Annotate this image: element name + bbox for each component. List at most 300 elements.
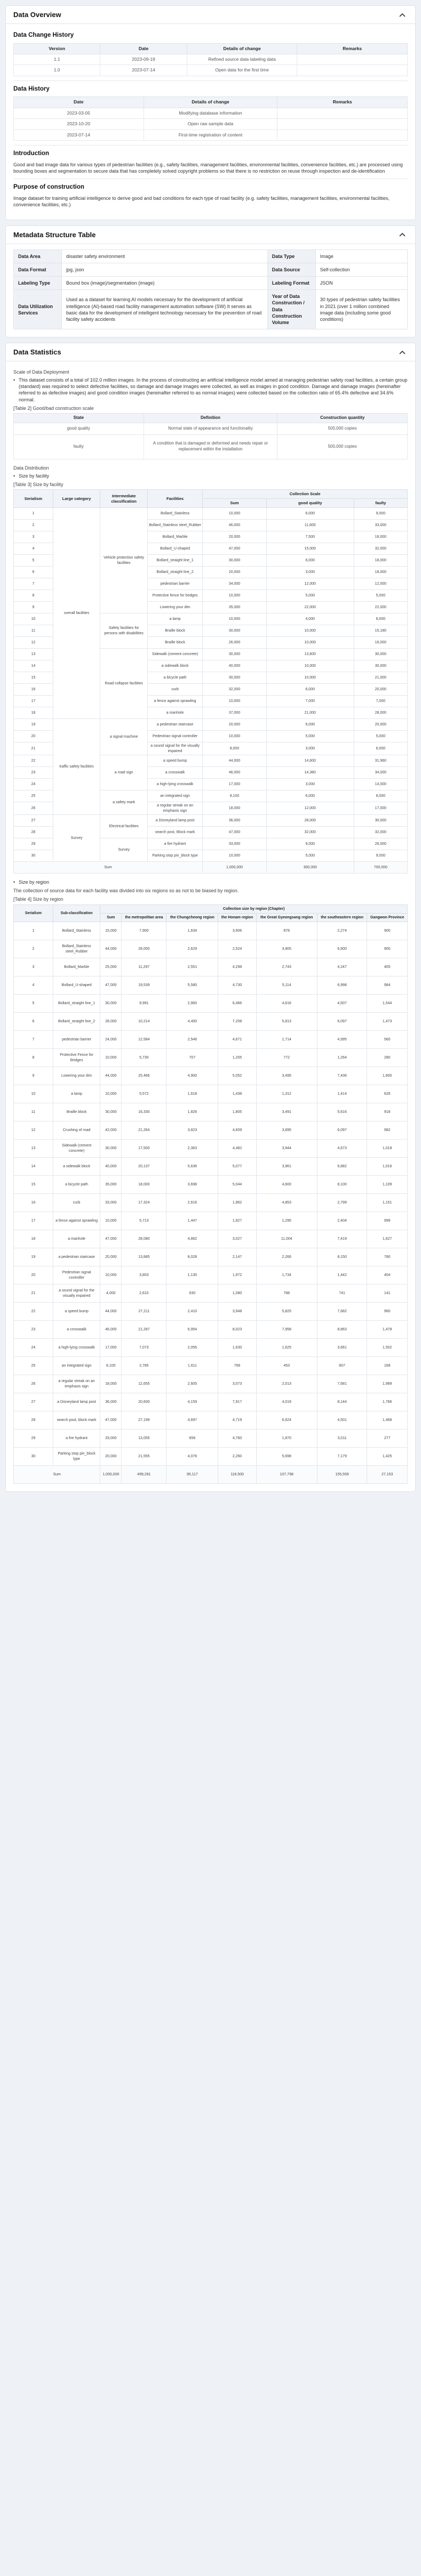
- table-row: [14, 1212, 408, 1230]
- cell: 1,826: [166, 1103, 218, 1121]
- col-header: Intermediate classification: [100, 490, 148, 508]
- col-header: Date: [14, 97, 144, 108]
- total-row: [14, 862, 408, 874]
- cell: 7,681: [317, 1375, 367, 1393]
- cell: 28,000: [266, 815, 354, 827]
- table-row: [14, 119, 408, 130]
- cell: 8,028: [166, 1248, 218, 1266]
- facility-cell: Bollard_Marble: [147, 531, 202, 543]
- facility-cell: Bollard_straight line_1: [147, 555, 202, 567]
- cell: 6,954: [166, 1321, 218, 1339]
- cell: 7,073: [122, 1339, 166, 1357]
- cell: 1,109: [367, 1176, 408, 1194]
- cell: 16: [14, 1194, 53, 1212]
- chevron-up-icon[interactable]: [397, 229, 408, 240]
- data-history-title: Data History: [13, 85, 50, 92]
- cell: 6,000: [266, 790, 354, 802]
- cell: 47,000: [203, 543, 267, 555]
- cell: 47,000: [203, 827, 267, 838]
- cell: 12,000: [354, 578, 407, 590]
- cell: 4,995: [317, 1031, 367, 1049]
- cell: 7,000: [354, 696, 407, 707]
- cell: 630: [166, 1285, 218, 1303]
- facility-cell: a crosswalk: [147, 767, 202, 779]
- table-row: [14, 958, 408, 976]
- cell: 2,605: [166, 1375, 218, 1393]
- data-overview-title: Data Overview: [13, 10, 61, 19]
- table-row: [14, 940, 408, 958]
- cell: 1,800: [367, 1067, 408, 1085]
- cell: 18: [14, 1230, 53, 1248]
- cell: 9,991: [122, 995, 166, 1013]
- cell: 20,000: [354, 719, 407, 731]
- cell: 30,000: [100, 1140, 122, 1158]
- metadata-header[interactable]: [6, 226, 415, 244]
- cell: 12,584: [122, 1031, 166, 1049]
- cell: 95,117: [166, 1466, 218, 1484]
- cell: 29: [14, 1430, 53, 1448]
- cell: 13,600: [266, 649, 354, 660]
- cell: 8,150: [317, 1248, 367, 1266]
- cell: 6,900: [317, 940, 367, 958]
- cell: 20,600: [122, 1393, 166, 1411]
- col-header: Remarks: [297, 43, 408, 54]
- cell: 14,000: [354, 779, 407, 790]
- facility-cell: a pedestrian staircase: [53, 1248, 100, 1266]
- cell: 9: [14, 1067, 53, 1085]
- cell: 5,713: [122, 1212, 166, 1230]
- table2-title: [Table 2] Good/bad construction scale: [13, 405, 94, 411]
- table-row: [14, 1357, 408, 1375]
- cell: 8: [14, 1049, 53, 1067]
- cell: 5,572: [122, 1085, 166, 1103]
- metadata-value: Used as a dataset for learning AI models necessary for the development of artificial intelligence (AI)-based road facility management automation software (SW) It serves as basic data for the development of intelligent technology necessary for the prevention of road facility safety accidents: [62, 290, 268, 329]
- cell: 2,960: [166, 995, 218, 1013]
- table-row: [14, 1430, 408, 1448]
- cell: 4,671: [218, 1031, 256, 1049]
- cell: 17,000: [100, 1339, 122, 1357]
- cell: 1,630: [218, 1339, 256, 1357]
- cell: 2,404: [317, 1212, 367, 1230]
- cell: 9: [14, 602, 53, 613]
- total-label: Sum: [14, 1466, 100, 1484]
- cell: 4,247: [317, 958, 367, 976]
- table-row: [14, 1031, 408, 1049]
- table-row: [14, 1339, 408, 1357]
- table-row: [14, 1121, 408, 1140]
- cell: 2: [14, 940, 53, 958]
- facility-cell: a pedestrian staircase: [147, 719, 202, 731]
- cell: 8,100: [317, 1176, 367, 1194]
- total-label: Sum: [14, 862, 203, 874]
- col-header: Serialism: [14, 490, 53, 508]
- facility-cell: a crosswalk: [53, 1321, 100, 1339]
- cell: 28: [14, 827, 53, 838]
- cell: 30,000: [354, 815, 407, 827]
- cell: Open raw sample data: [144, 119, 277, 130]
- col-header: the metropolitan area: [122, 913, 166, 922]
- cell: 2023-03-05: [14, 108, 144, 118]
- cell: 918: [367, 1103, 408, 1121]
- col-header: the Great Gyeongsang region: [256, 913, 317, 922]
- cell: 13: [14, 649, 53, 660]
- metadata-label: Data Type: [267, 249, 315, 263]
- cell: 7,682: [317, 1303, 367, 1321]
- col-header: Sub-classification: [53, 905, 100, 922]
- cell: 4,507: [317, 995, 367, 1013]
- cell: 5,000: [266, 590, 354, 602]
- intermediate-cell: Electrical facilities: [100, 815, 148, 838]
- cell: 3,661: [317, 1339, 367, 1357]
- facility-cell: Bollard_straight line_2: [147, 567, 202, 578]
- intermediate-cell: Safety facilities for persons with disabilities: [100, 613, 148, 649]
- cell: 11,600: [266, 520, 354, 531]
- cell: 168: [367, 1357, 408, 1375]
- cell: 22: [14, 1303, 53, 1321]
- purpose-title: Purpose of construction: [13, 184, 84, 191]
- cell: 5,825: [256, 1303, 317, 1321]
- metadata-label: Labeling Format: [267, 277, 315, 290]
- cell: 10: [14, 1085, 53, 1103]
- facility-cell: Pedestrian signal controller: [53, 1266, 100, 1285]
- cell: 30,000: [354, 649, 407, 660]
- col-header: Version: [14, 43, 100, 54]
- table-row: [14, 1140, 408, 1158]
- cell: 10,000: [203, 590, 267, 602]
- cell: 15,000: [100, 922, 122, 940]
- cell: [297, 54, 408, 64]
- cell: 3,011: [317, 1430, 367, 1448]
- cell: 3,491: [256, 1103, 317, 1121]
- intermediate-cell: a road sign: [100, 755, 148, 790]
- cell: 300,000: [266, 862, 354, 874]
- metadata-title: Metadata Structure Table: [13, 230, 96, 239]
- col-header: Date: [100, 43, 187, 54]
- cell: 499,281: [122, 1466, 166, 1484]
- cell: 25: [14, 1357, 53, 1375]
- facility-cell: pedestrian barrier: [147, 578, 202, 590]
- cell: 10: [14, 613, 53, 625]
- cell: 20: [14, 1266, 53, 1285]
- cell: 3,000: [266, 567, 354, 578]
- cell: 8: [14, 590, 53, 602]
- cell: 21,555: [122, 1448, 166, 1466]
- cell: 1,080: [218, 1285, 256, 1303]
- cell: 7,900: [122, 922, 166, 940]
- cell: 24: [14, 779, 53, 790]
- cell: 4,000: [100, 1285, 122, 1303]
- cell: 13,055: [122, 1430, 166, 1448]
- table-row: [14, 1248, 408, 1266]
- cell: 1,473: [367, 1013, 408, 1031]
- cell: 17,500: [122, 1140, 166, 1158]
- cell: 16,000: [354, 637, 407, 649]
- cell: 7: [14, 1031, 53, 1049]
- metadata-label: Data Source: [267, 263, 315, 277]
- cell: 26: [14, 802, 53, 815]
- cell: 10,000: [266, 660, 354, 672]
- intermediate-cell: a safety mark: [100, 790, 148, 815]
- large-category-cell: overall facilities: [53, 508, 100, 719]
- cell: 28,000: [100, 1013, 122, 1031]
- col-header: good quality: [266, 499, 354, 508]
- cell: 5,580: [166, 976, 218, 995]
- table-row: [14, 1321, 408, 1339]
- data-overview-card: [5, 5, 416, 220]
- cell: 14: [14, 660, 53, 672]
- cell: 18: [14, 707, 53, 719]
- cell: 1,544: [367, 995, 408, 1013]
- metadata-table: [13, 249, 408, 329]
- cell: 19,539: [122, 976, 166, 995]
- facility-cell: a sound signal for the visually impaired: [147, 742, 202, 755]
- facility-cell: a manhole: [53, 1230, 100, 1248]
- cell: 33,000: [100, 1194, 122, 1212]
- cell: 9,000: [354, 850, 407, 862]
- cell: 4,730: [218, 976, 256, 995]
- cell: 7: [14, 578, 53, 590]
- cell: 2,629: [166, 940, 218, 958]
- cell: faulty: [14, 434, 144, 459]
- facility-cell: a lamp: [53, 1085, 100, 1103]
- metadata-row: [14, 249, 408, 263]
- cell: 33,000: [100, 1430, 122, 1448]
- col-header: the southeastern region: [317, 913, 367, 922]
- cell: 7,179: [317, 1448, 367, 1466]
- cell: 5: [14, 995, 53, 1013]
- facility-cell: Bollard_Stainless: [147, 508, 202, 520]
- cell: [297, 65, 408, 76]
- cell: 47,000: [100, 976, 122, 995]
- cell: 1,502: [367, 1339, 408, 1357]
- cell: 14,600: [266, 755, 354, 767]
- cell: Normal state of appearance and functionality: [144, 423, 277, 434]
- cell: 1,016: [367, 1158, 408, 1176]
- cell: 3,027: [218, 1230, 256, 1248]
- facility-cell: a sound signal for the visually impaired: [53, 1285, 100, 1303]
- cell: 27,211: [122, 1303, 166, 1321]
- cell: 1,634: [166, 922, 218, 940]
- cell: 960: [367, 1303, 408, 1321]
- cell: 16,330: [122, 1103, 166, 1121]
- cell: 280: [367, 1049, 408, 1067]
- large-category-cell: traffic safety facilities: [53, 719, 100, 815]
- cell: 10,000: [203, 731, 267, 742]
- cell: 2,260: [218, 1448, 256, 1466]
- facility-cell: a manhole: [147, 707, 202, 719]
- table-row: [14, 1067, 408, 1085]
- cell: 20,000: [203, 567, 267, 578]
- facility-cell: a fence against sprawling: [147, 696, 202, 707]
- cell: 1,442: [317, 1266, 367, 1285]
- cell: 30,000: [354, 660, 407, 672]
- cell: 19: [14, 1248, 53, 1266]
- facility-cell: curb: [53, 1194, 100, 1212]
- cell: 18,000: [354, 531, 407, 543]
- cell: 11: [14, 1103, 53, 1121]
- cell: 780: [367, 1248, 408, 1266]
- cell: 1,625: [256, 1339, 317, 1357]
- cell: 5,000: [266, 731, 354, 742]
- cell: 15: [14, 672, 53, 684]
- cell: 8,100: [100, 1357, 122, 1375]
- facility-cell: a fence against sprawling: [53, 1212, 100, 1230]
- cell: 8,863: [317, 1321, 367, 1339]
- cell: 5,077: [218, 1158, 256, 1176]
- data-overview-header[interactable]: [6, 6, 415, 24]
- col-header: Collection size by region (Chapter): [100, 905, 408, 913]
- cell: 15,180: [354, 625, 407, 637]
- distribution-heading: Data Distribution: [13, 465, 49, 471]
- cell: 13,885: [122, 1248, 166, 1266]
- cell: 1,618: [166, 1085, 218, 1103]
- region-size-table: [13, 905, 408, 1484]
- cell: 4,760: [218, 1430, 256, 1448]
- table-row: [14, 1013, 408, 1031]
- facility-cell: Lowering your dim: [53, 1067, 100, 1085]
- table-row: [14, 976, 408, 995]
- metadata-value: JSON: [315, 277, 407, 290]
- cell: 900: [367, 922, 408, 940]
- cell: 4,609: [218, 1121, 256, 1140]
- cell: 40,000: [203, 660, 267, 672]
- col-header: Details of change: [144, 97, 277, 108]
- cell: 4,673: [317, 1140, 367, 1158]
- cell: 2,799: [317, 1194, 367, 1212]
- cell: 46,000: [203, 767, 267, 779]
- cell: 44,000: [100, 1067, 122, 1085]
- cell: 11: [14, 625, 53, 637]
- cell: 4,076: [166, 1448, 218, 1466]
- table-row: [14, 1103, 408, 1121]
- cell: 1,805: [218, 1103, 256, 1121]
- metadata-value: jpg, json: [62, 263, 268, 277]
- cell: 7,000: [266, 696, 354, 707]
- cell: 560: [367, 1031, 408, 1049]
- cell: 30,000: [100, 995, 122, 1013]
- cell: 27,199: [122, 1411, 166, 1430]
- facility-cell: a high-lying crosswalk: [147, 779, 202, 790]
- cell: 1,962: [218, 1194, 256, 1212]
- cell: 277: [367, 1430, 408, 1448]
- cell: 8,000: [203, 742, 267, 755]
- cell: 28,080: [122, 1230, 166, 1248]
- cell: 27: [14, 1393, 53, 1411]
- cell: 2,551: [166, 958, 218, 976]
- cell: 3,823: [166, 1121, 218, 1140]
- bullet-icon: •: [13, 473, 15, 479]
- cell: 20,000: [100, 1448, 122, 1466]
- cell: 3,895: [256, 1121, 317, 1140]
- introduction-text: Good and bad image data for various types of pedestrian facilities (e.g., safety facilities, management facilities, environmental facilities, convenience facilities, etc.) are processed using bounding boxes and segmentation to secure data that has completely solved copyright problems so that there is no restriction on reuse through inspection and de-identification: [13, 161, 403, 174]
- cell: 1,205: [218, 1049, 256, 1067]
- cell: Modifying database information: [144, 108, 277, 118]
- cell: 4,862: [166, 1230, 218, 1248]
- cell: 31,960: [354, 755, 407, 767]
- cell: 5,000: [354, 590, 407, 602]
- table-row: [14, 1230, 408, 1248]
- facility-cell: a speed bump: [53, 1303, 100, 1321]
- cell: 118,500: [218, 1466, 256, 1484]
- cell: 772: [256, 1049, 317, 1067]
- facility-cell: Sidewalk (cement concrete): [53, 1140, 100, 1158]
- cell: 141: [367, 1285, 408, 1303]
- cell: 9,000: [266, 838, 354, 850]
- facility-cell: Bollard_Stainless steel_Rubber: [53, 940, 100, 958]
- cell: 5,000: [266, 850, 354, 862]
- facility-cell: a regular streak on an emphasis sign: [53, 1375, 100, 1393]
- facility-cell: a regular streak on an emphasis sign: [147, 802, 202, 815]
- cell: 1: [14, 922, 53, 940]
- cell: 34,000: [203, 578, 267, 590]
- cell: 3,000: [266, 742, 354, 755]
- table-row: [14, 1393, 408, 1411]
- cell: 10,000: [203, 613, 267, 625]
- cell: 4,400: [166, 1013, 218, 1031]
- facility-cell: a high-lying crosswalk: [53, 1339, 100, 1357]
- cell: 20,000: [100, 1248, 122, 1266]
- chevron-up-icon[interactable]: [397, 347, 408, 358]
- cell: 4,482: [218, 1140, 256, 1158]
- cell: 46,000: [203, 520, 267, 531]
- cell: 11,004: [256, 1230, 317, 1248]
- cell: 14: [14, 1158, 53, 1176]
- data-statistics-header[interactable]: [6, 343, 415, 361]
- cell: 2023-09-19: [100, 54, 187, 64]
- metadata-row: [14, 277, 408, 290]
- cell: 1,295: [256, 1212, 317, 1230]
- facility-cell: Crushing of road: [53, 1121, 100, 1140]
- cell: 2023-10-20: [14, 119, 144, 130]
- cell: 707: [166, 1049, 218, 1067]
- by-facility-label: Size by facility: [19, 473, 50, 479]
- facility-cell: Bollard_U-shaped: [147, 543, 202, 555]
- cell: 18,000: [122, 1176, 166, 1194]
- cell: 7,208: [218, 1013, 256, 1031]
- cell: 1,478: [367, 1321, 408, 1339]
- table-row: [14, 1285, 408, 1303]
- col-header: State: [14, 413, 144, 423]
- cell: 900: [367, 940, 408, 958]
- facility-cell: Bollard_Stainless steel_Rubber: [147, 520, 202, 531]
- cell: 5,730: [122, 1049, 166, 1067]
- cell: 32,000: [203, 684, 267, 696]
- introduction-title: Introduction: [13, 150, 50, 157]
- cell: 1,468: [367, 1411, 408, 1430]
- col-header: the Honam region: [218, 913, 256, 922]
- cell: 3,944: [256, 1140, 317, 1158]
- cell: 33,000: [354, 520, 407, 531]
- col-header: Facilities: [147, 490, 202, 508]
- chevron-up-icon[interactable]: [397, 10, 408, 20]
- metadata-label: Labeling Type: [14, 277, 62, 290]
- col-header: Definition: [144, 413, 277, 423]
- facility-cell: a bicycle path: [53, 1176, 100, 1194]
- cell: 21: [14, 742, 53, 755]
- cell: 7,500: [266, 531, 354, 543]
- cell: 19: [14, 719, 53, 731]
- cell: 18,000: [354, 555, 407, 567]
- col-header: Gangwon Province: [367, 913, 408, 922]
- table-row: [14, 1266, 408, 1285]
- metadata-card: [5, 225, 416, 337]
- col-header: Construction quantity: [277, 413, 408, 423]
- facility-cell: Bollard_straight line_1: [53, 995, 100, 1013]
- cell: 453: [256, 1357, 317, 1375]
- facility-cell: Bollard_U-shaped: [53, 976, 100, 995]
- table-row: [14, 130, 408, 140]
- cell: 20,000: [203, 719, 267, 731]
